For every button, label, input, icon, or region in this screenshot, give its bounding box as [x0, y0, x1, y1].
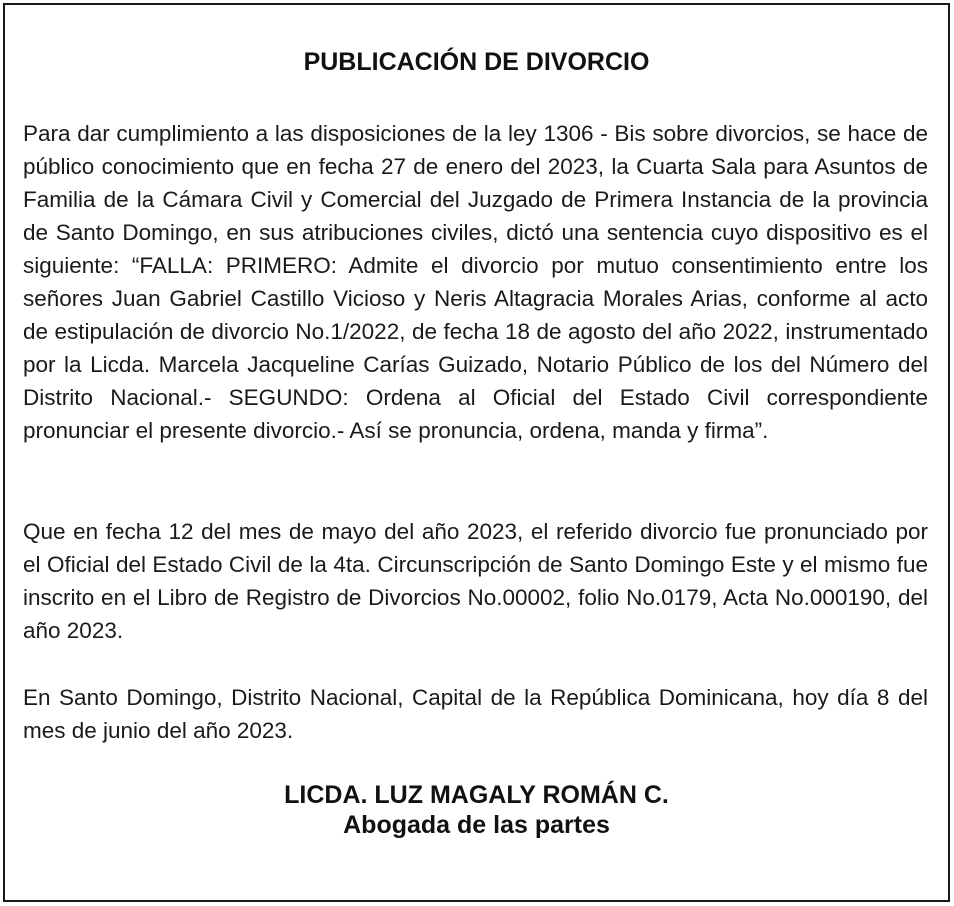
paragraph-sentence: Para dar cumplimiento a las disposiciones de la ley 1306 - Bis sobre divorcios, se hace de público conocimiento que en fecha 27 de enero del 2023, la Cuarta Sala para Asuntos de Familia de la Cámara Civil y Comercial del Juzgado de Primera Instancia de la provincia de Santo Domingo, en sus atribuciones civiles, dictó una sentencia cuyo dispositivo es el siguiente: “FALLA: PRIMERO: Admite el divorcio por mutuo consentimiento entre los señores Juan Gabriel Castillo Vicioso y Neris Altagracia Morales Arias, conforme al acto de estipulación de divorcio No.1/2022, de fecha 18 de agosto del año 2022, instrumentado por la Licda. Marcela Jacqueline Carías Guizado, Notario Público de los del Número del Distrito Nacional.- SEGUNDO: Ordena al Oficial del Estado Civil correspondiente pronunciar el presente divorcio.- Así se pronuncia, ordena, manda y firma”. — [23, 121, 928, 443]
signature-name: LICDA. LUZ MAGALY ROMÁN C. — [284, 781, 669, 809]
signature-block — [5, 780, 948, 840]
notice-title: PUBLICACIÓN DE DIVORCIO — [303, 48, 650, 76]
paragraph-place-date: En Santo Domingo, Distrito Nacional, Capital de la República Dominicana, hoy día 8 del mes de junio del año 2023. — [23, 685, 928, 743]
divorce-notice — [3, 3, 950, 902]
signature-role: Abogada de las partes — [343, 811, 610, 839]
paragraph-registration: Que en fecha 12 del mes de mayo del año 2023, el referido divorcio fue pronunciado por el Oficial del Estado Civil de la 4ta. Circunscripción de Santo Domingo Este y el mismo fue inscrito en el Libro de Registro de Divorcios No.00002, folio No.0179, Acta No.000190, del año 2023. — [23, 519, 928, 643]
